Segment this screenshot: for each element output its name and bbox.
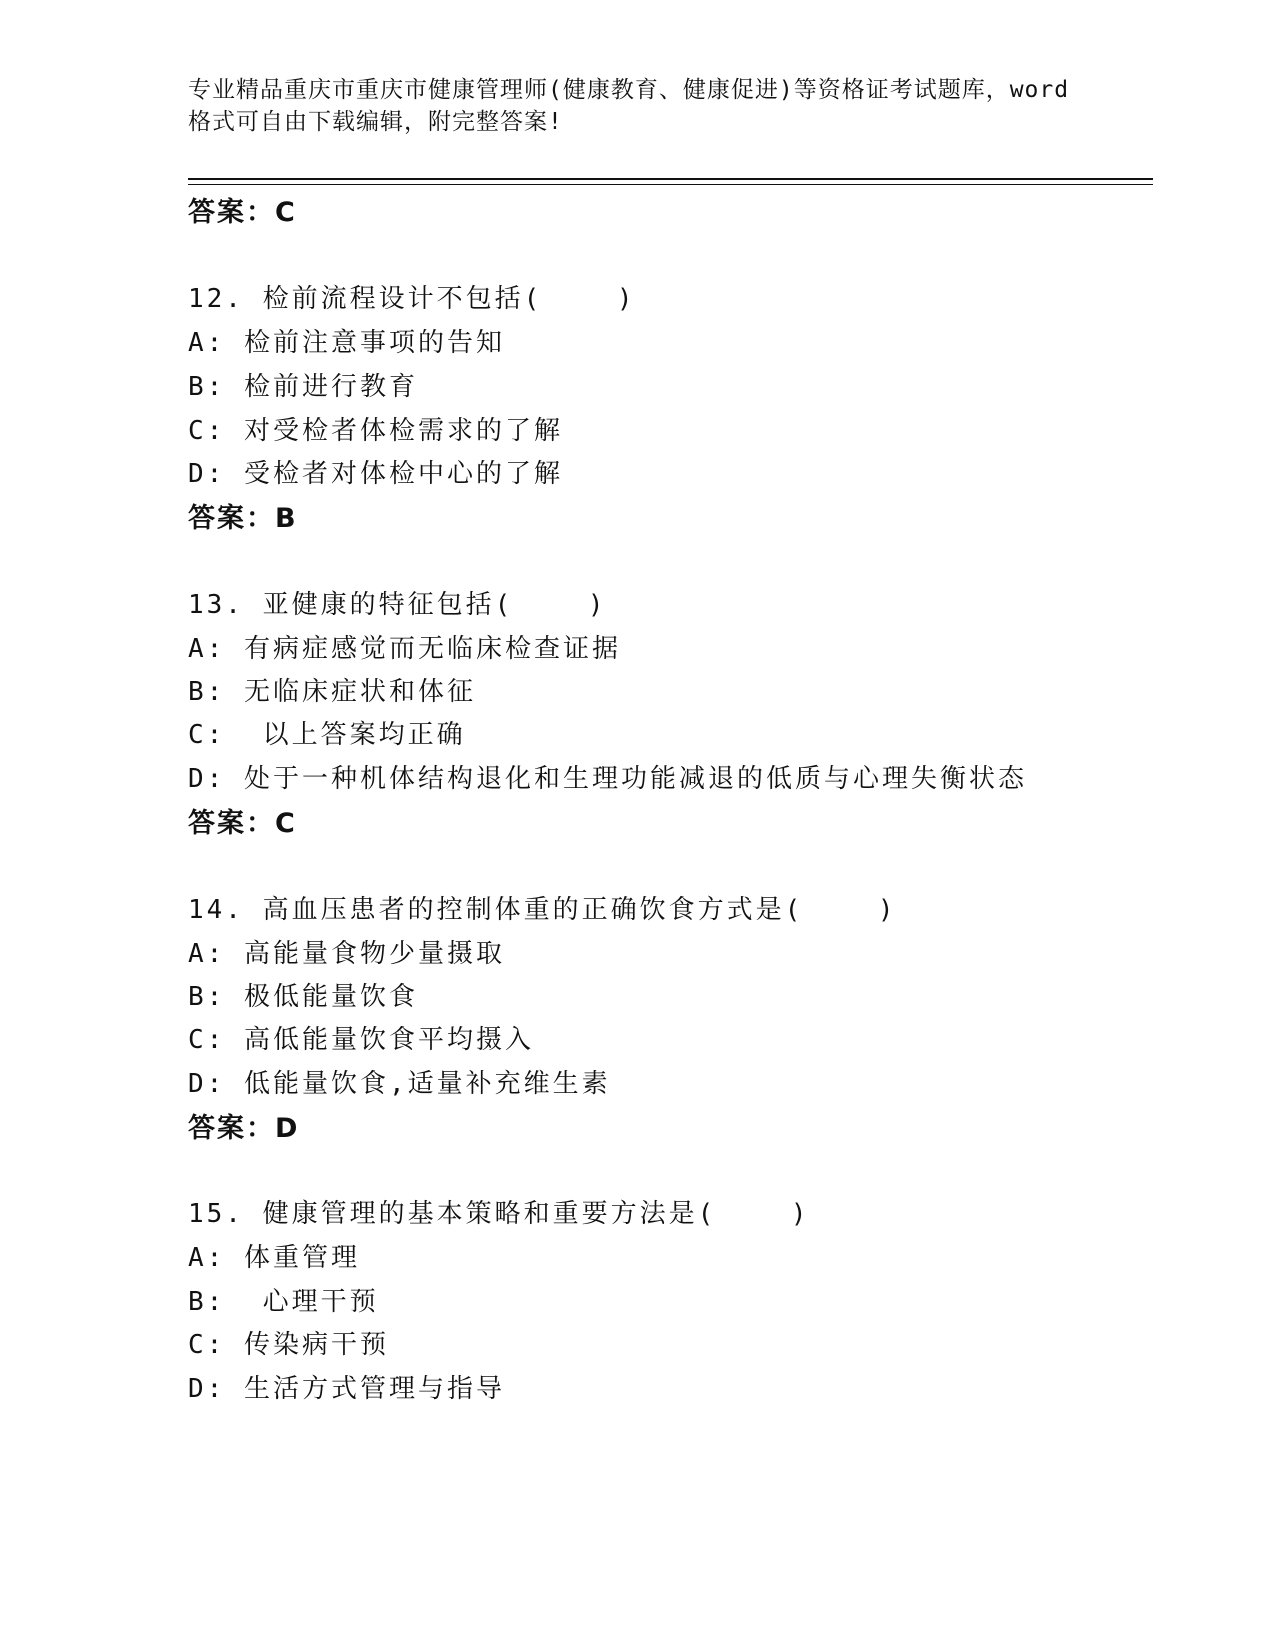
header-rule-thick xyxy=(188,178,1153,180)
document-header xyxy=(188,74,1088,138)
option-a: A: 高能量食物少量摄取 xyxy=(188,939,505,969)
option-d: D: 处于一种机体结构退化和生理功能减退的低质与心理失衡状态 xyxy=(188,764,1027,794)
answer: 答案：C xyxy=(188,808,297,839)
option-d: D: 低能量饮食,适量补充维生素 xyxy=(188,1069,611,1099)
question-stem: 15. 健康管理的基本策略和重要方法是( ) xyxy=(188,1199,810,1229)
option-b: B: 无临床症状和体征 xyxy=(188,677,476,707)
option-c: C: 对受检者体检需求的了解 xyxy=(188,416,563,446)
option-d: D: 生活方式管理与指导 xyxy=(188,1374,505,1404)
answer: 答案：D xyxy=(188,1113,300,1144)
option-b: B: 极低能量饮食 xyxy=(188,982,418,1012)
option-c: C: 高低能量饮食平均摄入 xyxy=(188,1025,534,1055)
option-c: C: 以上答案均正确 xyxy=(188,720,466,750)
question-stem: 13. 亚健康的特征包括( ) xyxy=(188,590,607,620)
option-b: B: 心理干预 xyxy=(188,1287,379,1317)
option-a: A: 体重管理 xyxy=(188,1243,360,1273)
option-a: A: 检前注意事项的告知 xyxy=(188,328,505,358)
option-b: B: 检前进行教育 xyxy=(188,372,418,402)
question-stem: 12. 检前流程设计不包括( ) xyxy=(188,284,636,314)
option-d: D: 受检者对体检中心的了解 xyxy=(188,459,563,489)
question-stem: 14. 高血压患者的控制体重的正确饮食方式是( ) xyxy=(188,895,897,925)
option-a: A: 有病症感觉而无临床检查证据 xyxy=(188,634,621,664)
answer: 答案：B xyxy=(188,503,298,534)
header-rule-thin xyxy=(188,184,1153,185)
header-line-2: 格式可自由下载编辑，附完整答案! xyxy=(188,109,563,135)
answer-11: 答案：C xyxy=(188,197,297,228)
option-c: C: 传染病干预 xyxy=(188,1330,389,1360)
header-line-1: 专业精品重庆市重庆市健康管理师(健康教育、健康促进)等资格证考试题库，word xyxy=(188,77,1070,103)
